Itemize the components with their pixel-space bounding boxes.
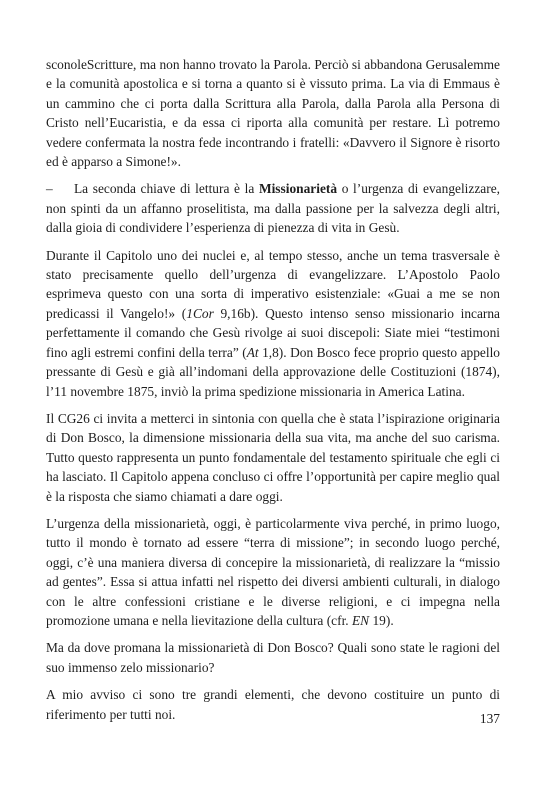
text-segment: La seconda chiave di lettura è la (74, 181, 259, 197)
paragraph-cg26: Il CG26 ci invita a metterci in sintonia con quella che è stata l’ispirazione originaria di Don Bosco, la dimensione missionaria della sua vita, ma anche del suo carisma. Tutto questo rappresenta un punto fondamentale del testamento spirituale che egli ci ha lasciato. Il Capitolo appena concluso ci offre l’opportunità per capire meglio qual è la risposta che siamo chiamati a dare oggi. (46, 410, 500, 504)
text-segment: Durante il Capitolo uno dei nuclei e, al tempo stesso, anche un tema trasversale è stato precisamente quello dell’urgenza di evangelizzare. L’Apostolo Paolo esprimeva questo con una sorta di imperativo esistenziale: «Guai a me se non predicassi il Vangelo!» ( (46, 247, 500, 321)
citation-italic: 1Cor (186, 305, 214, 321)
text-segment: 19). (369, 612, 394, 628)
text-segment: L’urgenza della missionarietà, oggi, è particolarmente viva perché, in primo luogo, tutto il mondo è tornato ad essere “terra di missione”; in secondo luogo perché, oggi, c’è una maniera diversa di concepire la missionarietà, di realizzare la “missio ad gentes”. Essa si attua infatti nel rispetto dei diversi ambienti culturali, in dialogo con le altre confessioni cristiane e le diverse religioni, e ci impegna nella promozione umana e nella lievitazione della cultura (cfr. (46, 515, 500, 628)
paragraph-missionarieta-key (46, 179, 500, 237)
text-segment: o l’urgenza di evangelizzare, non spinti da un affanno proselitista, ma dalla passione per la salvezza degli altri, dalla gioia di condividere l’esperienza di pienezza di vita in Gesù. (46, 181, 500, 236)
page-number: 137 (479, 711, 500, 726)
paragraph-emmaus: sconoleScritture, ma non hanno trovato la Parola. Perciò si abbandona Gerusalemme e la comunità apostolica e si torna a quanto si è vissuto prima. La via di Emmaus è un cammino che ci porta dalla Scrittura alla Parola, dalla Parola alla Persona di Cristo nell’Eucaristia, e da essa ci riporta alla comunità per restare. Lì potremo vedere confermata la nostra fede incontrando i fratelli: «Davvero il Signore è risorto ed è apparso a Simone!». (46, 57, 500, 170)
paragraph-capitolo (46, 246, 500, 401)
paragraph-urgenza (46, 514, 500, 630)
citation-italic: At (246, 344, 259, 360)
bold-term: Missionarietà (258, 181, 338, 197)
dash-marker: – (46, 181, 53, 197)
paragraph-tre-elementi: A mio avviso ci sono tre grandi elementi, che devono costituire un punto di riferimento per tutti noi. (46, 687, 500, 722)
text-segment: 9,16b). Questo intenso senso missionario incarna perfettamente il comando che Gesù rivolge ai suoi discepoli: Siate miei “testimoni fino agli estremi confini della terra” ( (46, 305, 500, 360)
paragraph-question: Ma da dove promana la missionarietà di Don Bosco? Quali sono state le ragioni del suo immenso zelo missionario? (46, 640, 500, 675)
body-text (46, 55, 500, 732)
citation-italic: EN (352, 612, 370, 628)
text-segment: 1,8). Don Bosco fece proprio questo appello pressante di Gesù e già all’indomani della approvazione delle Costituzioni (1874), l’11 novembre 1875, inviò la prima spedizione missionaria in America Latina. (46, 344, 500, 399)
